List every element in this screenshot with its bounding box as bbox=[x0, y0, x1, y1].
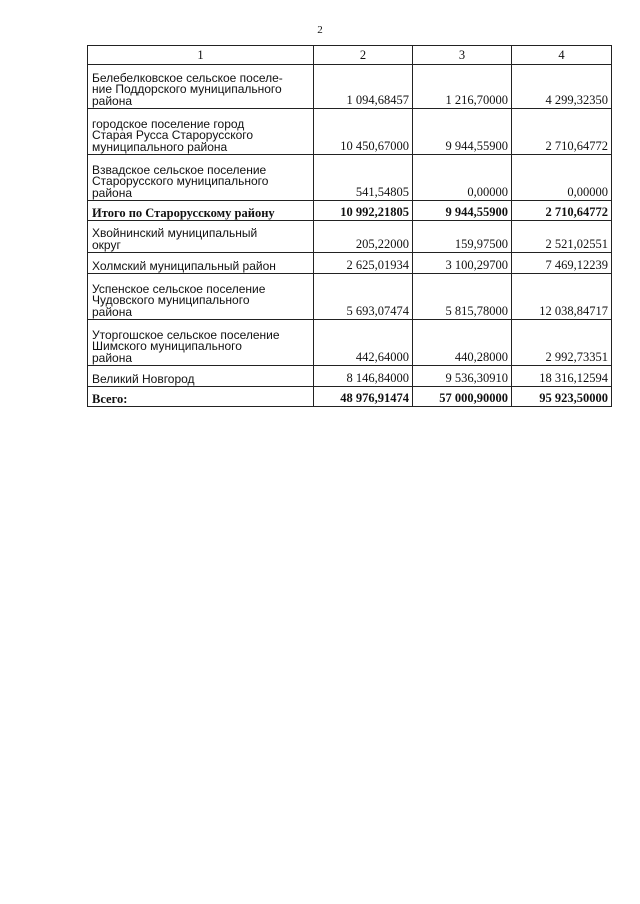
value-cell: 442,64000 bbox=[314, 320, 413, 366]
column-header: 4 bbox=[512, 46, 612, 65]
value-cell: 9 536,30910 bbox=[413, 366, 512, 387]
value-cell: 2 710,64772 bbox=[512, 109, 612, 155]
value-cell: 2 625,01934 bbox=[314, 253, 413, 274]
page-number: 2 bbox=[317, 24, 323, 36]
table-row bbox=[88, 253, 612, 274]
value-cell: 3 100,29700 bbox=[413, 253, 512, 274]
table-row bbox=[88, 155, 612, 201]
value-cell: 18 316,12594 bbox=[512, 366, 612, 387]
value-cell: 7 469,12239 bbox=[512, 253, 612, 274]
value-cell: 10 992,21805 bbox=[314, 201, 413, 221]
row-name-cell: Всего: bbox=[88, 387, 314, 407]
value-cell: 9 944,55900 bbox=[413, 201, 512, 221]
value-cell: 8 146,84000 bbox=[314, 366, 413, 387]
row-name-cell: Успенское сельское поселение Чудовского муниципального района bbox=[88, 274, 314, 320]
column-header: 3 bbox=[413, 46, 512, 65]
value-cell: 5 693,07474 bbox=[314, 274, 413, 320]
table-row bbox=[88, 65, 612, 109]
table-header-row bbox=[88, 46, 612, 65]
table-row bbox=[88, 221, 612, 253]
value-cell: 95 923,50000 bbox=[512, 387, 612, 407]
value-cell: 57 000,90000 bbox=[413, 387, 512, 407]
value-cell: 9 944,55900 bbox=[413, 109, 512, 155]
row-name-cell: Взвадское сельское поселение Старорусского муниципального района bbox=[88, 155, 314, 201]
value-cell: 10 450,67000 bbox=[314, 109, 413, 155]
value-cell: 0,00000 bbox=[512, 155, 612, 201]
row-name-cell: городское поселение город Старая Русса Старорусского муниципального района bbox=[88, 109, 314, 155]
table-row bbox=[88, 387, 612, 407]
value-cell: 0,00000 bbox=[413, 155, 512, 201]
value-cell: 2 521,02551 bbox=[512, 221, 612, 253]
table-row bbox=[88, 109, 612, 155]
value-cell: 2 992,73351 bbox=[512, 320, 612, 366]
row-name-cell: Итого по Старорусскому району bbox=[88, 201, 314, 221]
value-cell: 12 038,84717 bbox=[512, 274, 612, 320]
row-name-cell: Холмский муниципальный район bbox=[88, 253, 314, 274]
value-cell: 1 094,68457 bbox=[314, 65, 413, 109]
column-header: 1 bbox=[88, 46, 314, 65]
value-cell: 2 710,64772 bbox=[512, 201, 612, 221]
value-cell: 5 815,78000 bbox=[413, 274, 512, 320]
row-name-cell: Белебелковское сельское поселе- ние Поддорского муниципального района bbox=[88, 65, 314, 109]
row-name-cell: Хвойнинский муниципальный округ bbox=[88, 221, 314, 253]
table-row bbox=[88, 320, 612, 366]
value-cell: 4 299,32350 bbox=[512, 65, 612, 109]
data-table bbox=[87, 45, 612, 407]
table-row bbox=[88, 366, 612, 387]
value-cell: 1 216,70000 bbox=[413, 65, 512, 109]
table-row bbox=[88, 201, 612, 221]
value-cell: 440,28000 bbox=[413, 320, 512, 366]
value-cell: 541,54805 bbox=[314, 155, 413, 201]
value-cell: 159,97500 bbox=[413, 221, 512, 253]
table-row bbox=[88, 274, 612, 320]
value-cell: 48 976,91474 bbox=[314, 387, 413, 407]
row-name-cell: Великий Новгород bbox=[88, 366, 314, 387]
column-header: 2 bbox=[314, 46, 413, 65]
value-cell: 205,22000 bbox=[314, 221, 413, 253]
row-name-cell: Уторгошское сельское поселение Шимского муниципального района bbox=[88, 320, 314, 366]
